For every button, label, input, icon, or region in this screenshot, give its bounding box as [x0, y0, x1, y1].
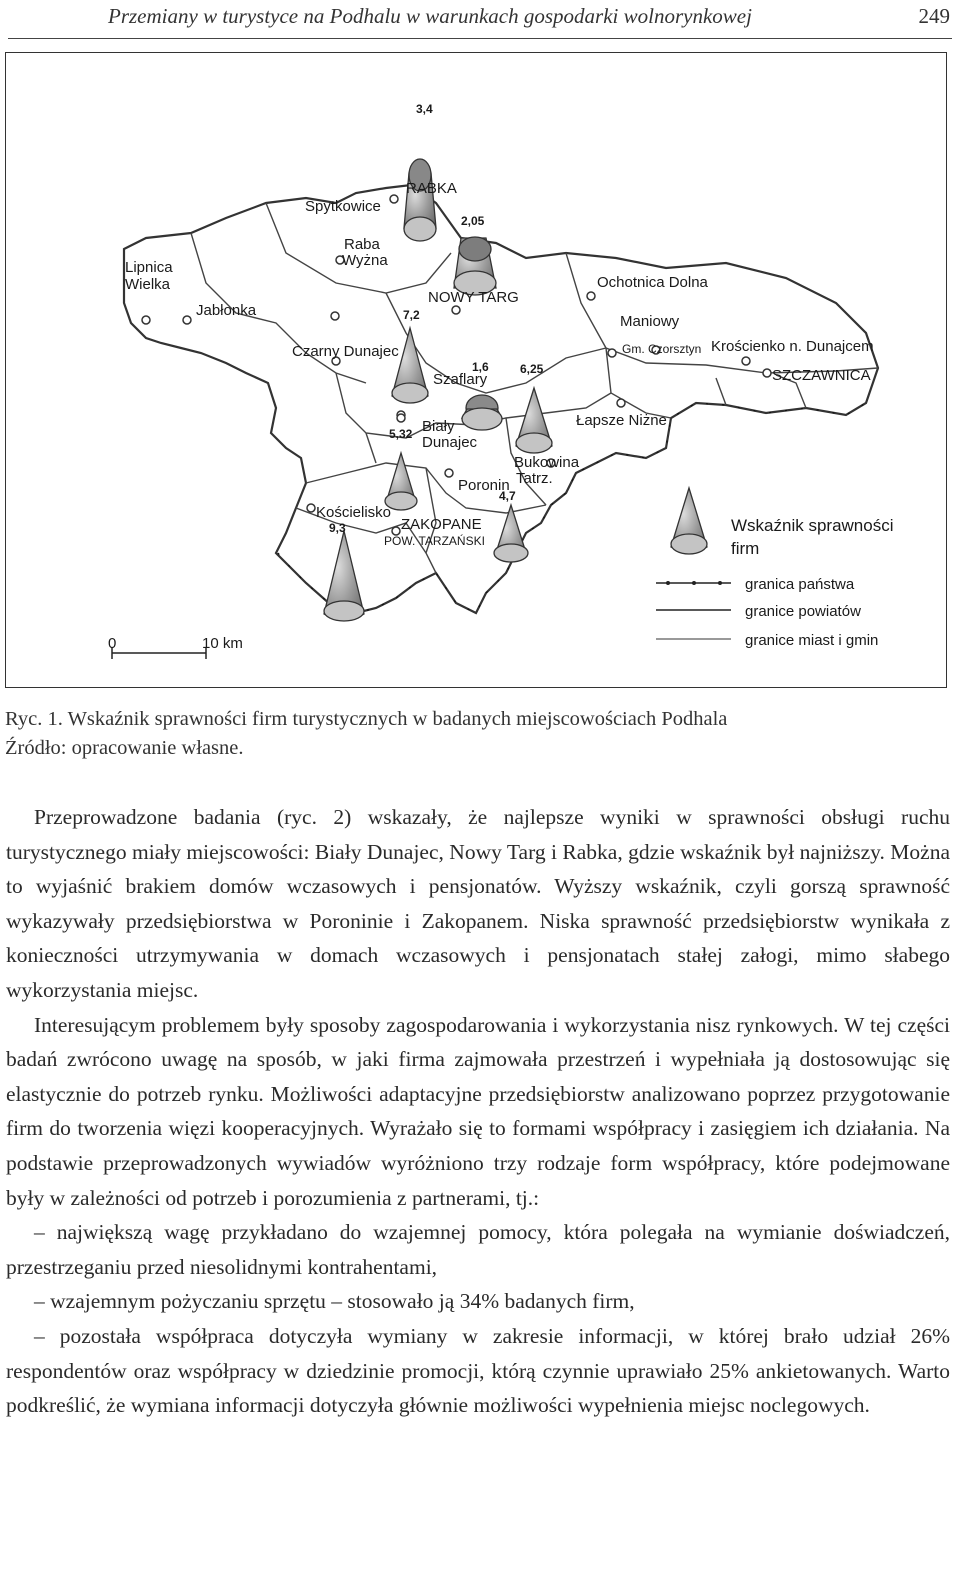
cone-bialy [385, 453, 417, 510]
legend-indicator-line1: Wskaźnik sprawności [731, 516, 894, 535]
bullet-3: – pozostała współpraca dotyczyła wymiany w zakresie informacji, w której brało udział 26% respondentów oraz współpracy w dziedzinie promocji, którą czynnie uprawiało 25% ankietowanych. Warto podkreślić, że wymiana informacji dotyczyła głównie możliwości wypełnienia miejsc noclegowych. [6, 1323, 950, 1418]
legend-state-border: granica państwa [745, 576, 855, 593]
body-text [6, 800, 950, 1423]
value-poronin: 4,7 [499, 489, 516, 503]
page-number: 249 [918, 4, 950, 28]
podhale-map [6, 53, 946, 687]
value-koscielisko: 9,3 [329, 521, 346, 535]
value-czarny: 7,2 [403, 308, 420, 322]
bullet-1: – największą wagę przykładano do wzajemnej pomocy, która polegała na wymianie doświadczeń, przestrzeganiu przed niesolidnymi kontrahentami, [6, 1220, 950, 1279]
header-rule [8, 38, 952, 39]
label-spytkowice: Spytkowice [305, 198, 381, 215]
cone-nowytarg [454, 237, 496, 295]
label-szaflary: Szaflary [433, 371, 488, 388]
label-lipnica1: Lipnica [125, 259, 173, 276]
running-title: Przemiany w turystyce na Podhalu w warunkach gospodarki wolnorynkowej [108, 4, 752, 28]
label-kroscienko: Krościenko n. Dunajcem [711, 338, 874, 355]
label-czorsztyn: Gm. Czorsztyn [622, 342, 702, 356]
legend-indicator-line2: firm [731, 539, 760, 558]
label-bukowina2: Tatrz. [516, 470, 553, 487]
value-rabka: 3,4 [416, 102, 433, 116]
label-koscielisko: Kościelisko [316, 504, 392, 521]
cone-poronin [494, 505, 528, 562]
running-header [8, 2, 952, 36]
cone-koscielisko [324, 531, 364, 621]
cone-szaflary [462, 395, 502, 430]
label-zakopane: ZAKOPANE [401, 516, 482, 533]
label-raba2: Wyżna [342, 252, 388, 269]
label-ochotnica: Ochotnica Dolna [597, 274, 708, 291]
scale-km: 10 km [202, 635, 243, 652]
label-maniowy: Maniowy [620, 313, 680, 330]
paragraph-2: Interesującym problemem były sposoby zagospodarowania i wykorzystania nisz rynkowych. W tej części badań zwrócono uwagę na sposób, w jaki firma zajmowała przestrzeń i wypełniała ją dostosowując się elastycznie do potrzeb rynku. Możliwości adaptacyjne przedsiębiorstw analizowano poprzez przygotowanie firm do tworzenia więzi kooperacyjnych. Wyrażało się to formami współpracy i zasięgiem ich działania. Na podstawie przeprowadzonych wywiadów wyróżniono trzy rodzaje form współpracy, które podejmowane były w zależności od potrzeb i porozumienia z partnerami, tj.: [6, 1012, 950, 1210]
cone-bukowina [516, 388, 552, 453]
scale-zero: 0 [108, 635, 117, 652]
legend-county-border: granice powiatów [745, 603, 861, 620]
label-czarny: Czarny Dunajec [292, 343, 399, 360]
figure-caption [5, 705, 727, 763]
legend-cone [671, 488, 707, 554]
label-bialy2: Dunajec [422, 434, 478, 451]
label-powiat: POW. TARZAŃSKI [384, 534, 485, 548]
label-lapsze: Łapsze Niżne [576, 412, 667, 429]
label-bialy1: Biały [422, 418, 455, 435]
caption-title: Ryc. 1. Wskaźnik sprawności firm turystycznych w badanych miejscowościach Podhala [5, 708, 728, 730]
value-bialy: 5,32 [389, 427, 413, 441]
label-jablonka: Jabłonka [196, 302, 257, 319]
label-szczawnica: SZCZAWNICA [772, 367, 871, 384]
scale-bar [108, 635, 243, 659]
label-bukowina1: Bukowina [514, 454, 580, 471]
indicator-cones [324, 159, 707, 621]
label-raba1: Raba [344, 236, 380, 253]
legend-city-border: granice miast i gmin [745, 632, 879, 649]
indicator-values [329, 102, 544, 535]
map-figure [5, 52, 947, 688]
label-nowytarg: NOWY TARG [428, 289, 519, 306]
value-szaflary: 1,6 [472, 360, 489, 374]
cone-czarny [392, 328, 428, 403]
paragraph-1: Przeprowadzone badania (ryc. 2) wskazały, że najlepsze wyniki w sprawności obsługi ruchu turystycznego miały miejscowości: Biały Dunajec, Nowy Targ i Rabka, gdzie wskaźnik był najniższy. Można to wyjaśnić brakiem domów wczasowych i pensjonatów. Wyższy wskaźnik, czyli gorszą sprawność wykazywały przedsiębiorstwa w Poroninie i Zakopanem. Niska sprawność przedsiębiorstw wynikała z konieczności utrzymywania w domach wczasowych i pensjonatach stałej załogi, mimo słabego wykorzystania miejsc. [6, 805, 950, 1002]
cone-rabka [404, 159, 436, 241]
label-poronin: Poronin [458, 477, 510, 494]
caption-source: Źródło: opracowanie własne. [5, 737, 244, 759]
label-rabka: RABKA [406, 180, 457, 197]
value-bukowina: 6,25 [520, 362, 544, 376]
label-lipnica2: Wielka [125, 276, 171, 293]
value-nowytarg: 2,05 [461, 214, 485, 228]
town-markers [142, 195, 771, 535]
bullet-2: – wzajemnym pożyczaniu sprzętu – stosowało ją 34% badanych firm, [34, 1289, 635, 1314]
